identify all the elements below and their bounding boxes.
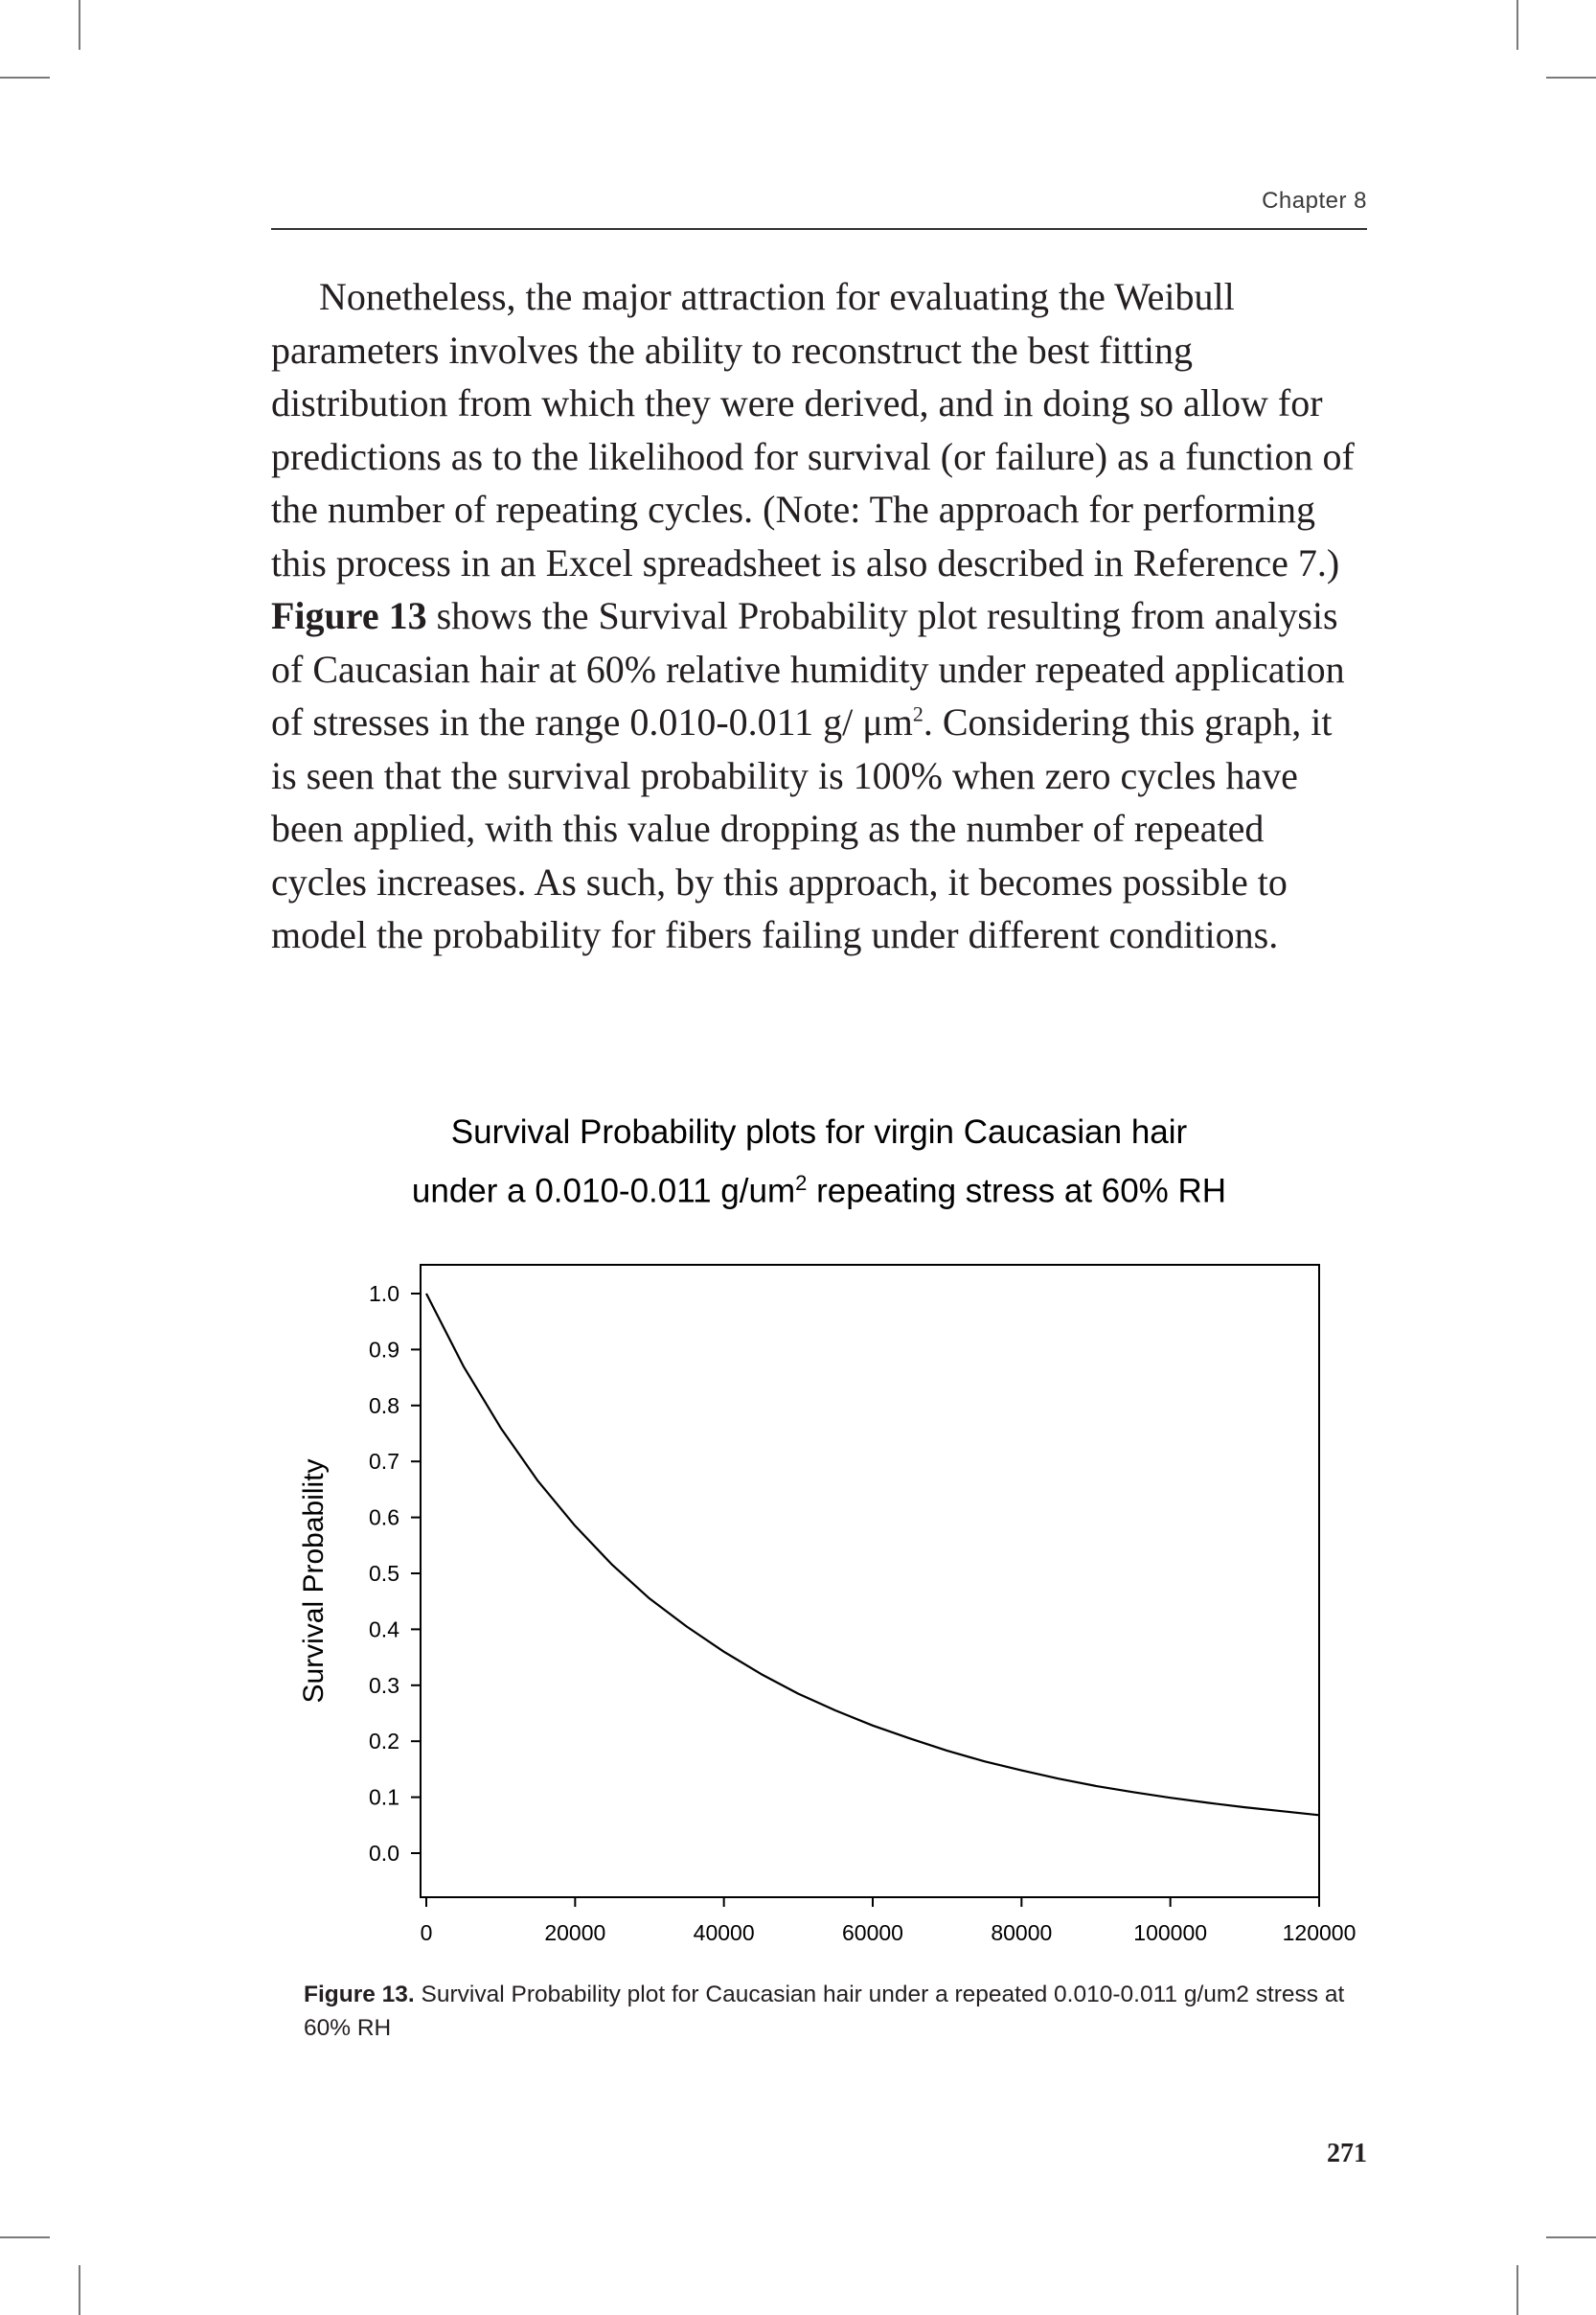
x-tick-label: 20000 — [544, 1920, 606, 1945]
y-tick-label: 0.5 — [369, 1561, 399, 1586]
y-tick-label: 0.7 — [369, 1449, 399, 1475]
caption-text: Survival Probability plot for Caucasian hair under a repeated 0.010-0.011 g/um2 stress at 60% RH — [304, 1982, 1345, 2041]
plot-area — [298, 1265, 1356, 1945]
y-tick-label: 1.0 — [369, 1281, 399, 1306]
x-tick-label: 100000 — [1133, 1920, 1208, 1945]
y-tick-label: 0.4 — [369, 1616, 399, 1642]
paragraph-text: . Considering this graph, it is seen that the survival probability is 100% when zero cycles have been applied, with this value dropping as the number of repeated cycles increases. As such, by this approach, it becomes possible to model the probability for fibers failing under different conditions. — [271, 700, 1333, 956]
plot-frame — [421, 1265, 1319, 1897]
page-number: 271 — [1327, 2139, 1367, 2168]
survival-curve — [426, 1294, 1319, 1815]
running-head: Chapter 8 — [1262, 188, 1367, 214]
x-tick-label: 120000 — [1282, 1920, 1357, 1945]
chart-title-superscript: 2 — [795, 1171, 808, 1195]
figure-reference: Figure 13 — [271, 594, 427, 637]
x-tick-label: 0 — [420, 1920, 433, 1945]
chart-title-text: under a 0.010-0.011 g/um — [411, 1172, 796, 1210]
caption-label: Figure 13. — [304, 1982, 415, 2007]
chart-title-text: repeating stress at 60% RH — [807, 1172, 1227, 1210]
y-tick-label: 0.8 — [369, 1392, 399, 1418]
y-tick-label: 0.0 — [369, 1841, 399, 1866]
y-tick-label: 0.9 — [369, 1337, 399, 1363]
y-axis-title: Survival Probability — [298, 1458, 330, 1704]
y-tick-label: 0.2 — [369, 1729, 399, 1754]
y-tick-label: 0.1 — [369, 1784, 399, 1810]
paragraph-text: Nonetheless, the major attraction for evaluating the Weibull parameters involves the ability to reconstruct the best fitting distribution from which they were derived, and in doing so allow for predictions as to the likelihood for survival (or failure) as a function of the number of repeating cycles. (Note: The approach for performing this process in an Excel spreadsheet is also described in Reference 7.) — [271, 275, 1355, 584]
x-tick-label: 40000 — [693, 1920, 755, 1945]
figure-caption — [304, 1978, 1367, 2045]
x-tick-label: 80000 — [991, 1920, 1053, 1945]
y-tick-label: 0.6 — [369, 1504, 399, 1530]
x-tick-label: 60000 — [842, 1920, 903, 1945]
y-tick-label: 0.3 — [369, 1672, 399, 1698]
paragraph-text: shows the Survival Probability plot resulting from analysis of Caucasian hair at 60% relative humidity under repeated application of stresses in the range 0.010-0.011 g/ μm — [271, 594, 1345, 744]
chart-title-line1: Survival Probability plots for virgin Caucasian hair — [450, 1113, 1188, 1151]
superscript: 2 — [912, 701, 923, 726]
